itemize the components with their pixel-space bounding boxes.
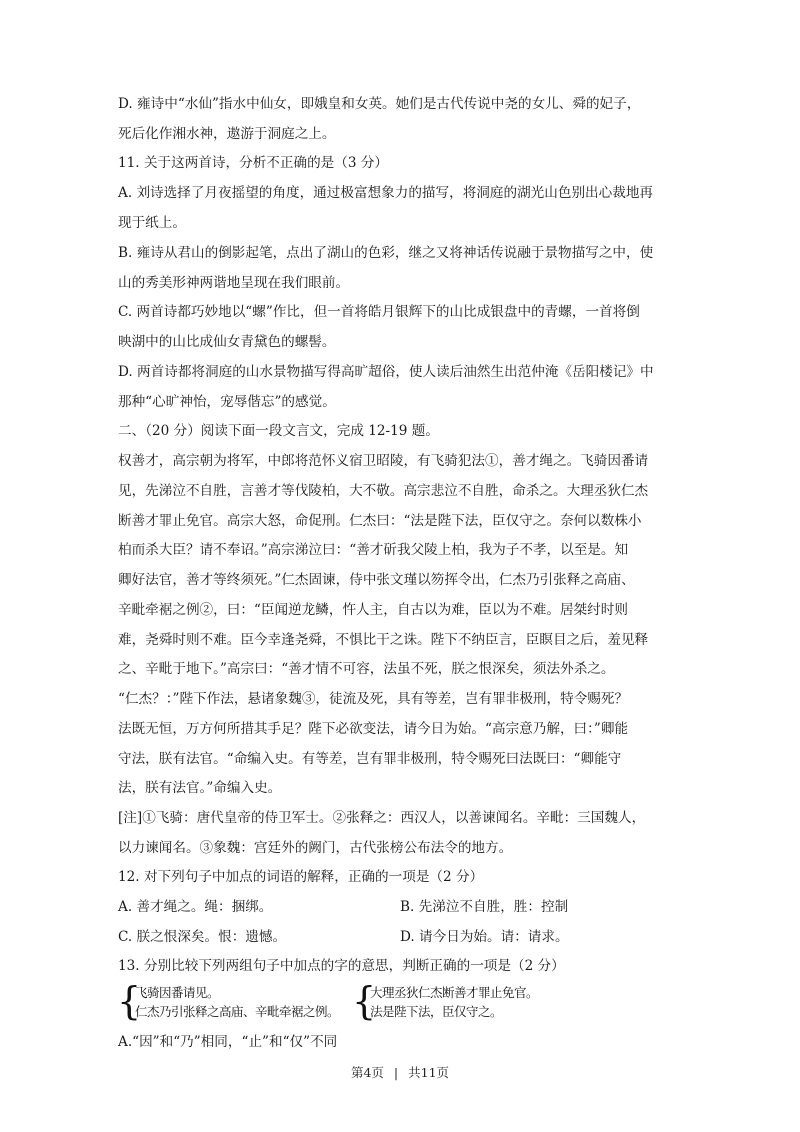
text-line: “仁杰？：”陛下作法，悬诸象魏③，徒流及死，具有等差，岂有罪非极刑，特令赐死？ bbox=[118, 691, 629, 707]
page-number: 第4页 bbox=[350, 1065, 384, 1080]
text-line: 断善才罪止免官。高宗大怒，命促刑。仁杰曰：“法是陛下法，臣仅守之。奈何以数株小 bbox=[118, 513, 642, 529]
text-line: 权善才，高宗朝为将军，中郎将范怀义宿卫昭陵，有飞骑犯法①，善才绳之。飞骑因番请 bbox=[118, 453, 649, 469]
text-line: 之、辛毗于地下。”高宗曰：“善才情不可容，法虽不死，朕之恨深矣，须法外杀之。 bbox=[118, 661, 615, 677]
q13-group2-sentence-1: 大理丞狄仁杰断善才罪止免官。 bbox=[370, 985, 539, 1000]
question-13-title: 13. 分别比较下列两组句子中加点的字的意思，判断正确的一项是（2 分） bbox=[118, 958, 565, 974]
note-line: [注]①飞骑：唐代皇帝的侍卫军士。②张释之：西汉人，以善谏闻名。辛毗：三国魏人， bbox=[118, 810, 646, 826]
text-line: 死后化作湘水神，遨游于洞庭之上。 bbox=[118, 126, 336, 142]
q13-option-a: A.“因”和“乃”相同，“止”和“仅”不同 bbox=[118, 1034, 338, 1050]
q13-group2-sentence-2: 法是陛下法，臣仅守之。 bbox=[370, 1004, 503, 1019]
text-line: 柏而杀大臣？请不奉诏。”高宗涕泣曰：“善才斫我父陵上柏，我为子不孝，以至是。知 bbox=[118, 542, 629, 558]
brace-group-1: { bbox=[117, 979, 142, 1023]
text-line: 那种“心旷神怡，宠辱偕忘”的感觉。 bbox=[118, 394, 336, 410]
q13-group1-sentence-2: 仁杰乃引张释之高庙、辛毗牵裾之例。 bbox=[135, 1004, 340, 1019]
text-line: D. 两首诗都将洞庭的山水景物描写得高旷超俗，使人读后油然生出范仲淹《岳阳楼记》中 bbox=[118, 364, 654, 380]
q12-option-b: B. 先涕泣不自胜，胜：控制 bbox=[400, 899, 569, 915]
q12-option-a: A. 善才绳之。绳：捆绑。 bbox=[118, 899, 273, 915]
text-line: 法既无恒，万方何所措其手足？陛下必欲变法，请今日为始。“高宗意乃解，曰：”卿能 bbox=[118, 721, 629, 737]
note-line: 以力谏闻名。③象魏：宫廷外的阙门，古代张榜公布法令的地方。 bbox=[118, 840, 513, 856]
text-line: D. 雍诗中“水仙”指水中仙女，即娥皇和女英。她们是古代传说中尧的女儿、舜的妃子， bbox=[118, 96, 641, 112]
text-line: 见，先涕泣不自胜，言善才等伐陵柏，大不敬。高宗悲泣不自胜，命杀之。大理丞狄仁杰 bbox=[118, 483, 649, 499]
text-line: 卿好法官，善才等终须死。”仁杰固谏，侍中张文瑾以笏挥令出，仁杰乃引张释之高庙、 bbox=[118, 572, 635, 588]
text-line: 映湖中的山比成仙女青黛色的螺髻。 bbox=[118, 334, 336, 350]
text-line: 守法，朕有法官。“命编入史。有等差，岂有罪非极刑，特令赐死曰法既曰：“卿能守 bbox=[118, 751, 622, 767]
text-line: 山的秀美形神两谐地呈现在我们眼前。 bbox=[118, 275, 350, 291]
text-line: C. 两首诗都巧妙地以“螺”作比，但一首将皓月银辉下的山比成银盘中的青螺，一首将倒 bbox=[118, 304, 640, 320]
question-12-title: 12. 对下列句子中加点的词语的解释，正确的一项是（2 分） bbox=[118, 869, 484, 885]
section-heading: 二、（20 分）阅读下面一段文言文，完成 12-19 题。 bbox=[118, 423, 439, 439]
page-total: 共11页 bbox=[408, 1065, 450, 1080]
text-line: B. 雍诗从君山的倒影起笔，点出了湖山的色彩，继之又将神话传说融于景物描写之中，使 bbox=[118, 245, 654, 261]
question-11-title: 11. 关于这两首诗，分析不正确的是（3 分） bbox=[118, 155, 389, 171]
q13-group1-sentence-1: 飞骑因番请见。 bbox=[135, 985, 220, 1000]
page-footer bbox=[0, 1063, 800, 1081]
brace-group-2: { bbox=[352, 979, 377, 1023]
text-line: 难，尧舜时则不难。臣今幸逢尧舜，不惧比干之诛。陛下不纳臣言，臣瞑目之后，羞见释 bbox=[118, 632, 649, 648]
q12-option-d: D. 请今日为始。请：请求。 bbox=[400, 929, 569, 945]
footer-separator: | bbox=[393, 1065, 399, 1080]
text-line: 辛毗牵裾之例②，曰：“臣闻逆龙鳞，忤人主，自古以为难，臣以为不难。居桀纣时则 bbox=[118, 602, 628, 618]
text-line: 现于纸上。 bbox=[118, 215, 186, 231]
q12-option-c: C. 朕之恨深矣。恨：遗憾。 bbox=[118, 929, 287, 945]
text-line: 法，朕有法官。”命编入史。 bbox=[118, 780, 282, 796]
text-line: A. 刘诗选择了月夜摇望的角度，通过极富想象力的描写，将洞庭的湖光山色别出心裁地再 bbox=[118, 185, 654, 201]
